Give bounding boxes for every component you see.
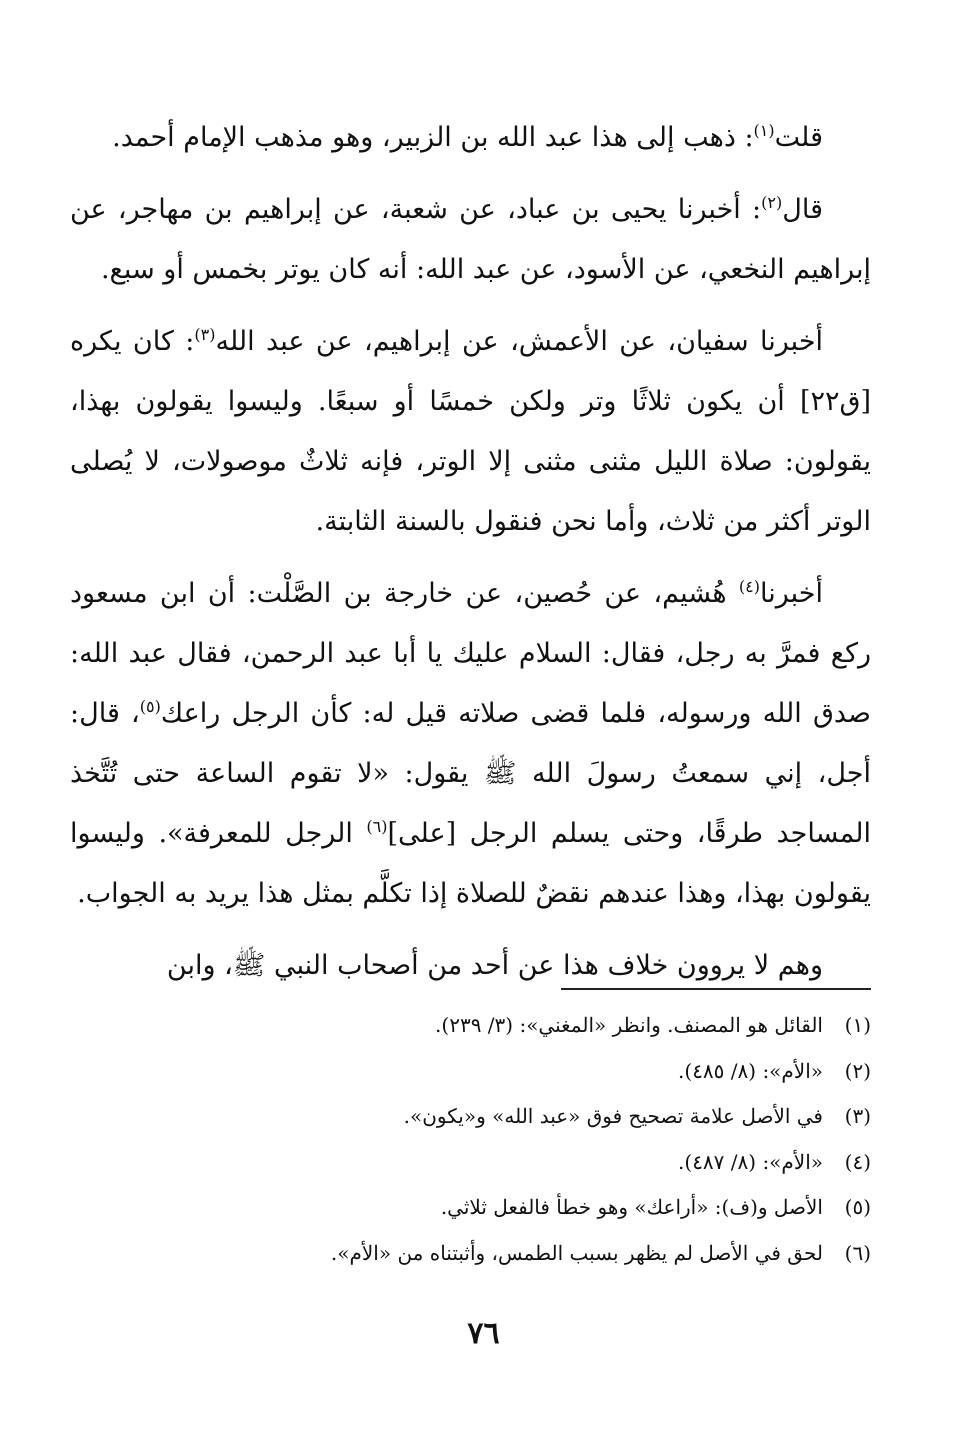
- footnote-4: [70, 1140, 871, 1186]
- footnote-reference: (٢): [761, 193, 783, 212]
- footnote-text: «الأم»: (٨/ ٤٨٧).: [678, 1149, 823, 1174]
- footnote-number: (٣): [844, 1104, 871, 1128]
- footnote-3: [70, 1094, 871, 1140]
- text-span: : أخبرنا يحيى بن عباد، عن شعبة، عن إبراهيم بن مهاجر، عن إبراهيم النخعي، عن الأسود، عن عبد الله: أنه كان يوتر بخمس أو سبع.: [70, 194, 871, 285]
- paragraph-2: [70, 180, 871, 300]
- paragraph-3: [70, 312, 871, 552]
- text-span: الرجل للمعرفة». وليسوا يقولون بهذا، وهذا عندهم نقضٌ للصلاة إذا تكلَّم بمثل هذا يريد به الجواب.: [70, 818, 871, 909]
- footnote-reference: (١): [753, 121, 775, 140]
- text-span: أخبرنا سفيان، عن الأعمش، عن إبراهيم، عن عبد الله: [215, 326, 824, 357]
- page-number: ٧٦: [467, 1316, 500, 1351]
- text-span: وهم لا يروون خلاف هذا عن أحد من أصحاب النبي ﷺ، وابن: [166, 950, 823, 981]
- paragraph-5: [70, 936, 871, 996]
- text-span: هُشيم، عن حُصين، عن خارجة بن الصَّلْت: أن ابن مسعود ركع فمرَّ به رجل، فقال: السلام عليك يا أبا عبد الرحمن، فقال عبد الله: صدق الله ورسوله، فلما قضى صلاته قيل له: كأن الرجل راعك: [70, 578, 871, 729]
- main-text: [70, 108, 871, 996]
- footnote-text: القائل هو المصنف. وانظر «المغني»: (٣/ ٢٣٩).: [435, 1013, 823, 1037]
- text-span: : ذهب إلى هذا عبد الله بن الزبير، وهو مذهب الإمام أحمد.: [112, 122, 754, 153]
- footnote-text: «الأم»: (٨/ ٤٨٥).: [678, 1058, 823, 1083]
- text-span: ، قال: أجل، إني سمعتُ رسولَ الله ﷺ يقول: «لا تقوم الساعة حتى تُتَّخذ المساجد طرقًا، وحتى يسلم الرجل [على]: [70, 698, 871, 849]
- footnote-reference: (٤): [738, 577, 761, 596]
- footnote-reference: (٣): [194, 325, 216, 344]
- text-span: قال: [782, 194, 823, 225]
- text-span: : كان يكره [ق٢٢] أن يكون ثلاثًا وتر ولكن خمسًا أو سبعًا. وليسوا يقولون بهذا، يقولون: صلاة الليل مثنى مثنى إلا الوتر، فإنه ثلاثٌ موصولات، لا يُصلى الوتر أكثر من ثلاث، وأما نحن فنقول بالسنة الثابتة.: [70, 326, 871, 537]
- text-span: أخبرنا: [760, 578, 823, 609]
- footnote-number: (٥): [844, 1195, 871, 1219]
- footnote-6: [70, 1231, 871, 1277]
- footnote-text: الأصل و(ف): «أراعك» وهو خطأ فالفعل ثلاثي.: [440, 1195, 823, 1219]
- footnote-reference: (٥): [139, 697, 161, 716]
- footnote-text: في الأصل علامة تصحيح فوق «عبد الله» و«يكون».: [403, 1104, 823, 1128]
- footnote-number: (١): [844, 1013, 871, 1037]
- footnote-2: [70, 1049, 871, 1095]
- footnote-reference: (٦): [366, 817, 388, 836]
- paragraph-4: [70, 564, 871, 924]
- footnote-5: [70, 1185, 871, 1231]
- paragraph-1: [70, 108, 871, 168]
- footnote-divider: [561, 988, 871, 990]
- footnote-text: لحق في الأصل لم يظهر بسبب الطمس، وأثبتناه من «الأم».: [330, 1240, 823, 1265]
- footnote-number: (٢): [844, 1058, 871, 1083]
- footnote-number: (٦): [844, 1240, 871, 1265]
- footnote-1: [70, 1003, 871, 1049]
- footnote-number: (٤): [844, 1149, 871, 1174]
- footnotes-list: [70, 1003, 871, 1276]
- text-span: قلت: [774, 122, 823, 153]
